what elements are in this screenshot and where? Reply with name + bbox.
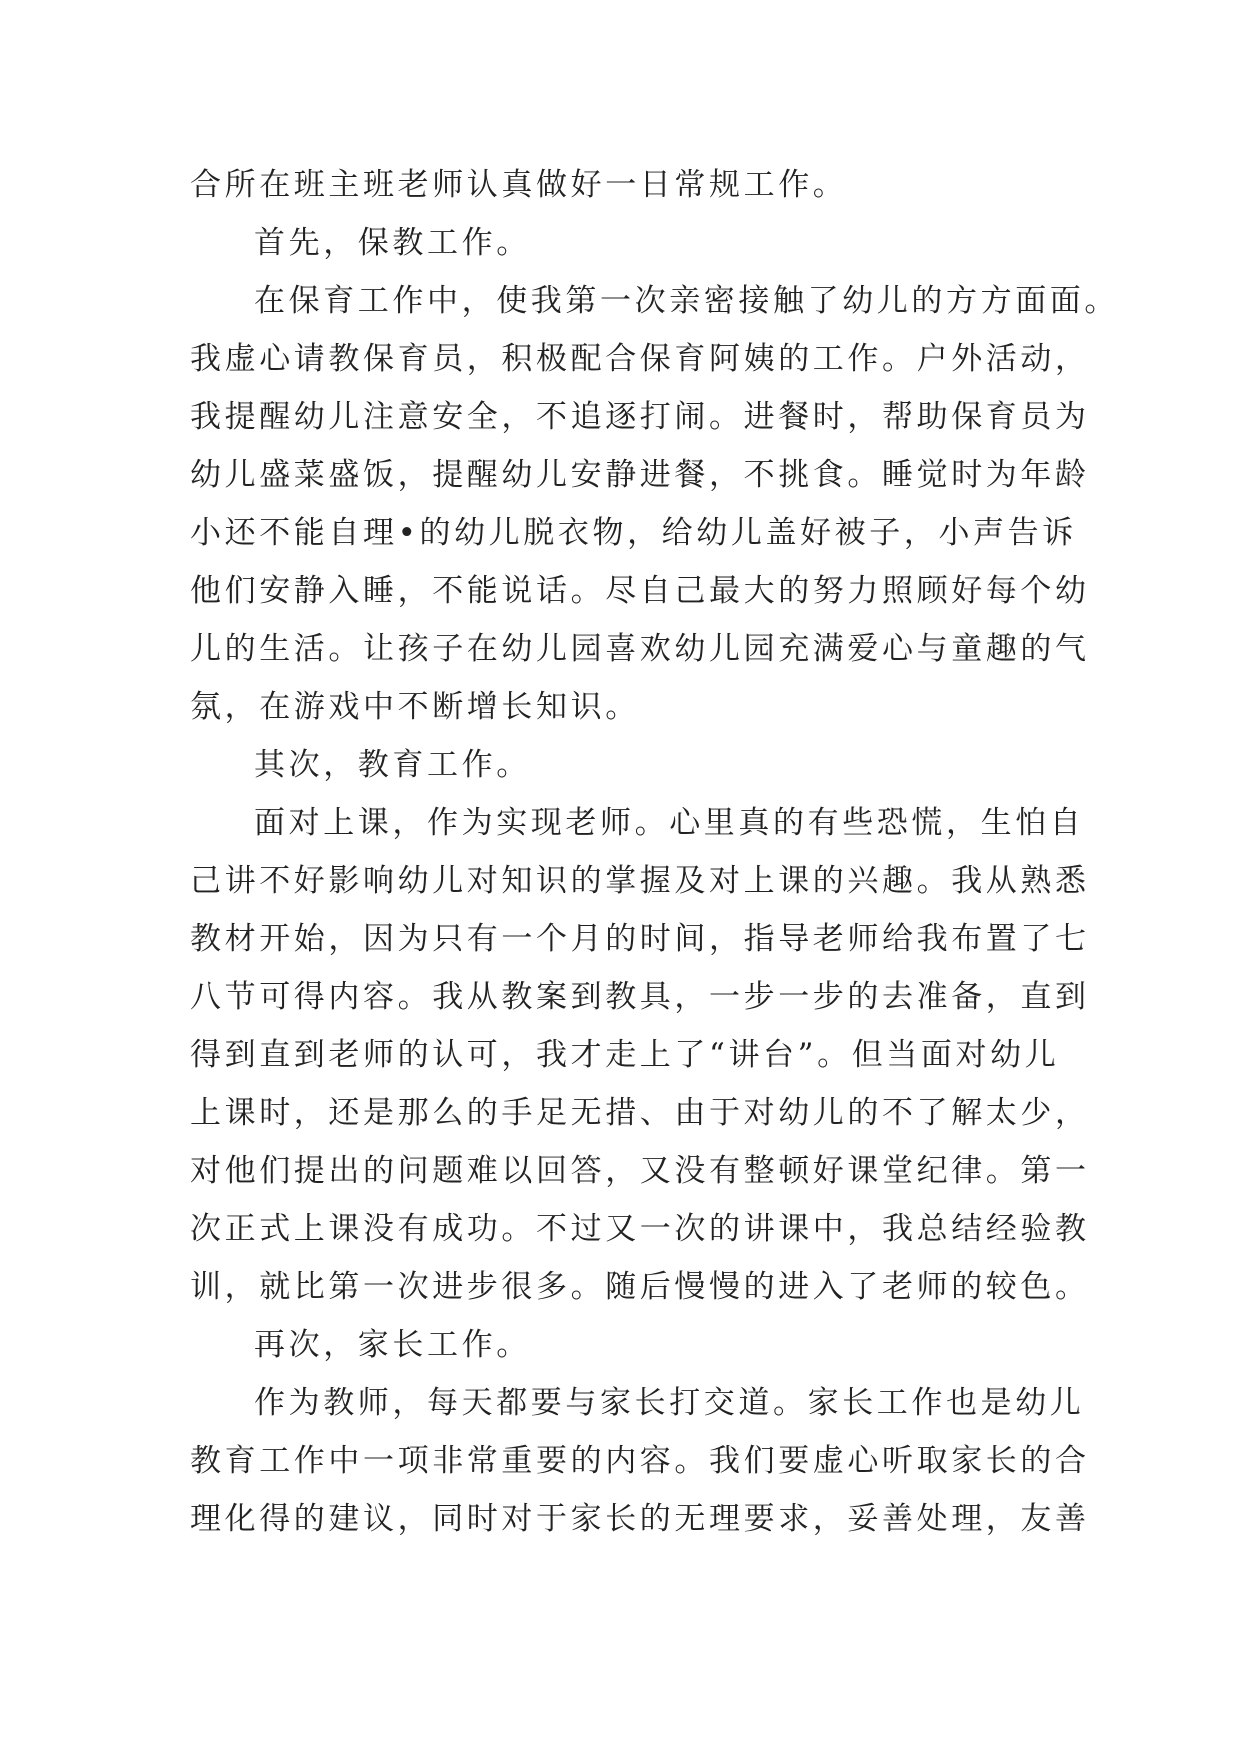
text-line: 得到直到老师的认可，我才走上了“讲台”。但当面对幼儿 <box>190 1037 1060 1073</box>
text-line: 己讲不好影响幼儿对知识的掌握及对上课的兴趣。我从熟悉 <box>190 863 1090 899</box>
text-line: 他们安静入睡，不能说话。尽自己最大的努力照顾好每个幼 <box>190 573 1090 609</box>
document-body <box>190 156 1119 1548</box>
text-line: 儿的生活。让孩子在幼儿园喜欢幼儿园充满爱心与童趣的气 <box>190 631 1090 667</box>
text-line: 教育工作中一项非常重要的内容。我们要虚心听取家长的合 <box>190 1443 1090 1479</box>
text-line: 作为教师，每天都要与家长打交道。家长工作也是幼儿 <box>254 1385 1085 1421</box>
section-heading-jiazhang: 再次，家长工作。 <box>254 1327 531 1363</box>
text-line: 小还不能自理•的幼儿脱衣物，给幼儿盖好被子，小声告诉 <box>190 515 1077 551</box>
text-line: 理化得的建议，同时对于家长的无理要求，妥善处理，友善 <box>190 1501 1090 1537</box>
section-heading-jiaoyu: 其次，教育工作。 <box>254 747 531 783</box>
text-line: 在保育工作中，使我第一次亲密接触了幼儿的方方面面。 <box>254 283 1119 319</box>
text-line: 合所在班主班老师认真做好一日常规工作。 <box>190 167 848 203</box>
text-line: 八节可得内容。我从教案到教具，一步一步的去准备，直到 <box>190 979 1090 1015</box>
text-line: 训，就比第一次进步很多。随后慢慢的进入了老师的较色。 <box>190 1269 1090 1305</box>
text-line: 幼儿盛菜盛饭，提醒幼儿安静进餐，不挑食。睡觉时为年龄 <box>190 457 1090 493</box>
text-line: 对他们提出的问题难以回答，又没有整顿好课堂纪律。第一 <box>190 1153 1090 1189</box>
text-line: 面对上课，作为实现老师。心里真的有些恐慌，生怕自 <box>254 805 1085 841</box>
text-line: 教材开始，因为只有一个月的时间，指导老师给我布置了七 <box>190 921 1090 957</box>
text-line: 次正式上课没有成功。不过又一次的讲课中，我总结经验教 <box>190 1211 1090 1247</box>
text-line: 上课时，还是那么的手足无措、由于对幼儿的不了解太少， <box>190 1095 1090 1131</box>
text-line: 我虚心请教保育员，积极配合保育阿姨的工作。户外活动， <box>190 341 1090 377</box>
section-heading-baojiao: 首先，保教工作。 <box>254 225 531 261</box>
text-line: 我提醒幼儿注意安全，不追逐打闹。进餐时，帮助保育员为 <box>190 399 1090 435</box>
text-line: 氛，在游戏中不断增长知识。 <box>190 689 640 725</box>
